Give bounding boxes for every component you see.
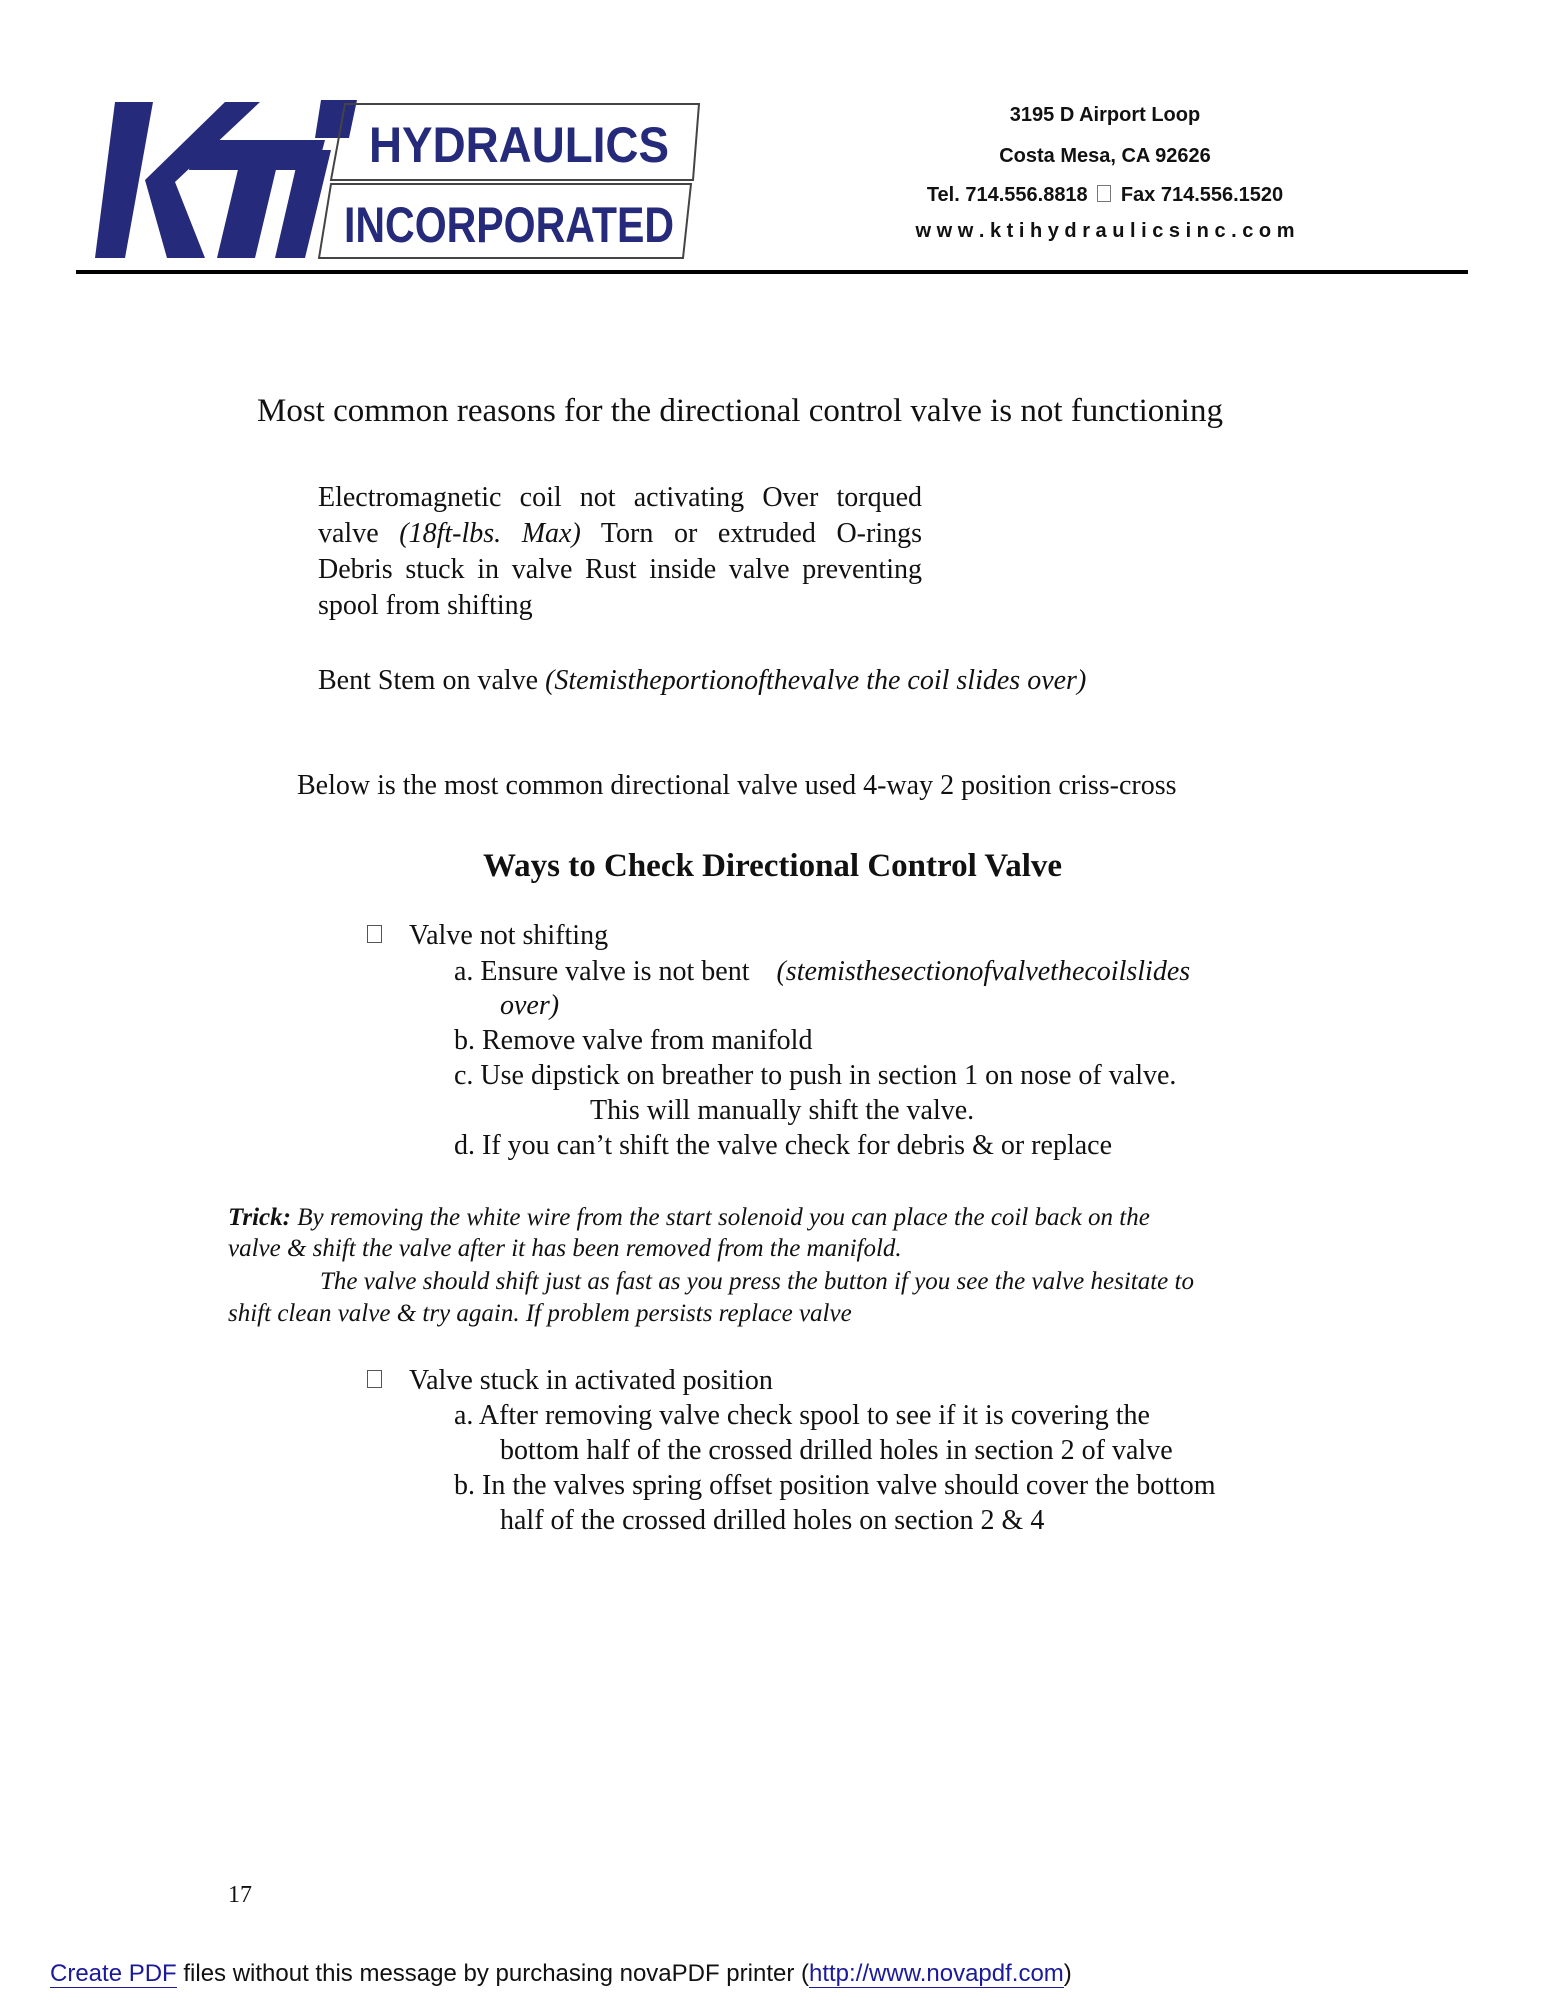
trick-line-4: shift clean valve & try again. If problem persists replace valve — [228, 1300, 852, 1327]
footer-close: ) — [1063, 1960, 1072, 1987]
step-a-text: a. Ensure valve is not bent — [454, 956, 750, 987]
bent-stem-line — [318, 665, 1086, 697]
logo-i-dot — [315, 100, 357, 138]
separator-box-icon — [1097, 185, 1111, 202]
checkbox-icon — [367, 1370, 382, 1388]
check-valve-stuck: Valve stuck in activated position — [409, 1365, 773, 1396]
step-a — [454, 955, 1190, 989]
trick-text-1: By removing the white wire from the start solenoid you can place the coil back on the — [297, 1204, 1150, 1231]
website-url: w w w . k t i h y d r a u l i c s i n c . c o m — [915, 220, 1295, 242]
step-d: d. If you can’t shift the valve check for debris & or replace — [454, 1130, 1112, 1161]
step-c-cont: This will manually shift the valve. — [590, 1095, 975, 1126]
step-a-note-cont — [500, 989, 559, 1023]
phone-number: Tel. 714.556.8818 — [926, 184, 1088, 206]
ways-to-check-heading: Ways to Check Directional Control Valve — [482, 848, 1063, 884]
step-a-note: (stemisthesectionofvalvethecoilslides — [776, 956, 1191, 987]
contact-phone-fax — [860, 184, 1350, 207]
logo-k-stem — [95, 102, 153, 258]
trick-line-2: valve & shift the valve after it has been removed from the manifold. — [228, 1235, 902, 1262]
checkbox-icon — [367, 925, 382, 943]
address-line-2: Costa Mesa, CA 92626 — [999, 145, 1211, 167]
logo-line1: HYDRAULICS — [369, 117, 669, 173]
kti-hydraulics-logo — [95, 100, 707, 262]
stuck-step-a: a. After removing valve check spool to see if it is covering the — [454, 1400, 1150, 1431]
bent-stem-note: (Stemistheportionofthevalve the coil slides over) — [545, 665, 1087, 696]
novapdf-footer — [50, 1960, 1072, 1988]
create-pdf-link[interactable]: Create PDF — [50, 1960, 177, 1987]
address-line-1: 3195 D Airport Loop — [1009, 104, 1201, 126]
header-divider — [76, 270, 1468, 274]
torque-limit-note: (18ft-lbs. Max) — [399, 518, 581, 549]
trick-line-3: The valve should shift just as fast as you press the button if you see the valve hesitate to — [320, 1268, 1194, 1295]
trick-label: Trick: — [228, 1204, 291, 1231]
stuck-step-b-cont: half of the crossed drilled holes on section 2 & 4 — [500, 1505, 1045, 1536]
bent-stem-text: Bent Stem on valve — [318, 665, 539, 696]
logo-line2: INCORPORATED — [344, 197, 674, 253]
step-a-note-2: over) — [500, 990, 560, 1021]
check-valve-not-shifting: Valve not shifting — [409, 920, 609, 951]
trick-line-1 — [228, 1202, 1150, 1233]
valve-type-line: Below is the most common directional valve used 4-way 2 position criss-cross — [297, 770, 1177, 801]
footer-text: files without this message by purchasing novaPDF printer ( — [176, 1960, 809, 1987]
novapdf-url-link[interactable]: http://www.novapdf.com — [809, 1960, 1064, 1987]
page-number: 17 — [228, 1882, 252, 1908]
fax-number: Fax 714.556.1520 — [1120, 184, 1284, 206]
step-c: c. Use dipstick on breather to push in section 1 on nose of valve. — [454, 1060, 1177, 1091]
stuck-step-a-cont: bottom half of the crossed drilled holes in section 2 of valve — [500, 1435, 1173, 1466]
reasons-paragraph — [318, 480, 922, 624]
reasons-text-1: Electromagnetic coil not activating Over torqued valve — [318, 482, 922, 549]
step-b: b. Remove valve from manifold — [454, 1025, 813, 1056]
common-reasons-heading: Most common reasons for the directional control valve is not functioning — [257, 393, 1223, 429]
reasons-text-2: Torn or extruded O-rings Debris stuck in valve Rust inside valve preventing spool from shifting — [318, 518, 922, 621]
stuck-step-b: b. In the valves spring offset position valve should cover the bottom — [454, 1470, 1216, 1501]
